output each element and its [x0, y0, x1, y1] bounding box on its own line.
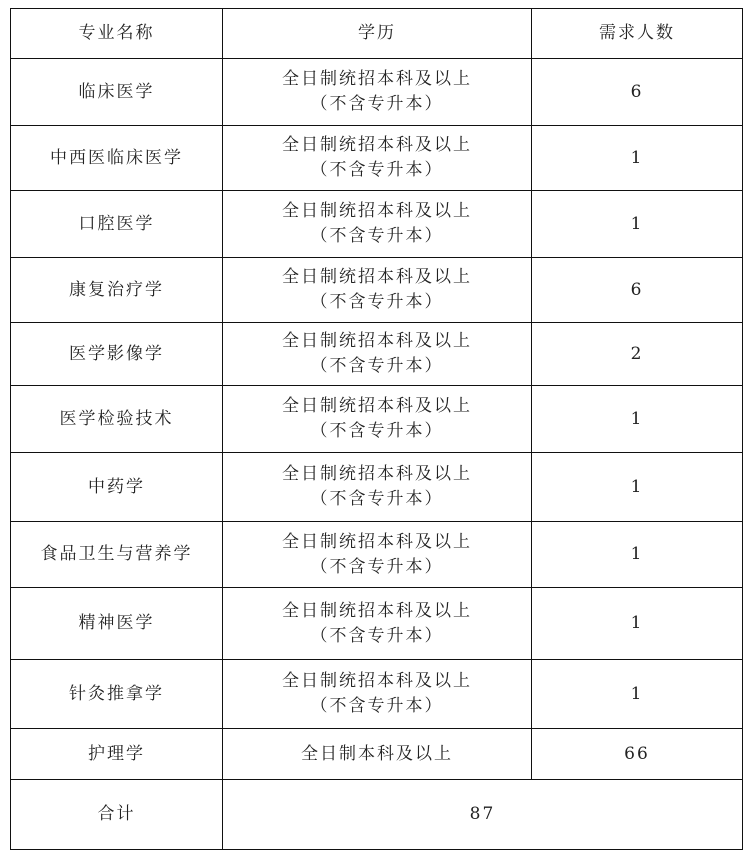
education-note: （不含专升本） [310, 489, 444, 509]
header-count: 需求人数 [532, 9, 743, 59]
education-cell [223, 453, 532, 522]
total-value: 87 [223, 780, 743, 850]
education-line: 全日制本科及以上 [301, 743, 453, 764]
major-cell: 医学影像学 [11, 323, 223, 386]
education-cell [223, 588, 532, 660]
table-row [11, 191, 743, 258]
count-cell: 6 [532, 59, 743, 126]
table-row [11, 660, 743, 729]
education-line: 全日制统招本科及以上 [282, 600, 472, 621]
education-note: （不含专升本） [310, 160, 444, 180]
major-cell: 康复治疗学 [11, 258, 223, 323]
count-cell: 1 [532, 660, 743, 729]
recruitment-table [10, 8, 743, 850]
count-cell: 1 [532, 453, 743, 522]
table-row [11, 126, 743, 191]
major-cell: 护理学 [11, 729, 223, 780]
education-line: 全日制统招本科及以上 [282, 201, 472, 221]
education-line: 全日制统招本科及以上 [282, 671, 472, 691]
major-cell: 中药学 [11, 453, 223, 522]
major-cell: 中西医临床医学 [11, 126, 223, 191]
education-cell [223, 59, 532, 126]
table-row [11, 258, 743, 323]
education-line: 全日制统招本科及以上 [282, 464, 472, 484]
count-cell: 1 [532, 126, 743, 191]
table-row [11, 588, 743, 660]
table-row [11, 59, 743, 126]
education-line: 全日制统招本科及以上 [282, 69, 472, 89]
total-label: 合计 [11, 780, 223, 850]
count-cell: 1 [532, 588, 743, 660]
count-cell: 1 [532, 191, 743, 258]
count-cell: 2 [532, 323, 743, 386]
count-cell: 1 [532, 522, 743, 588]
education-note: （不含专升本） [310, 696, 444, 716]
major-cell: 临床医学 [11, 59, 223, 126]
education-note: （不含专升本） [310, 625, 444, 646]
education-note: （不含专升本） [310, 556, 444, 577]
education-cell [223, 729, 532, 780]
education-note: （不含专升本） [310, 226, 444, 246]
education-cell [223, 386, 532, 453]
count-cell: 66 [532, 729, 743, 780]
education-line: 全日制统招本科及以上 [282, 267, 472, 287]
education-note: （不含专升本） [310, 421, 444, 441]
education-cell [223, 660, 532, 729]
table-row [11, 386, 743, 453]
major-cell: 食品卫生与营养学 [11, 522, 223, 588]
count-cell: 6 [532, 258, 743, 323]
major-cell: 针灸推拿学 [11, 660, 223, 729]
education-cell [223, 323, 532, 386]
table-row [11, 522, 743, 588]
table-row [11, 729, 743, 780]
table-row [11, 453, 743, 522]
header-education: 学历 [223, 9, 532, 59]
header-row [11, 9, 743, 59]
education-cell [223, 126, 532, 191]
education-note: （不含专升本） [310, 94, 444, 114]
education-note: （不含专升本） [310, 292, 444, 312]
education-note: （不含专升本） [310, 356, 444, 376]
header-major: 专业名称 [11, 9, 223, 59]
education-cell [223, 522, 532, 588]
education-cell [223, 191, 532, 258]
major-cell: 口腔医学 [11, 191, 223, 258]
education-line: 全日制统招本科及以上 [282, 396, 472, 416]
total-row [11, 780, 743, 850]
education-line: 全日制统招本科及以上 [282, 331, 472, 351]
education-line: 全日制统招本科及以上 [282, 531, 472, 552]
major-cell: 精神医学 [11, 588, 223, 660]
education-cell [223, 258, 532, 323]
education-line: 全日制统招本科及以上 [282, 135, 472, 155]
count-cell: 1 [532, 386, 743, 453]
major-cell: 医学检验技术 [11, 386, 223, 453]
table-row [11, 323, 743, 386]
